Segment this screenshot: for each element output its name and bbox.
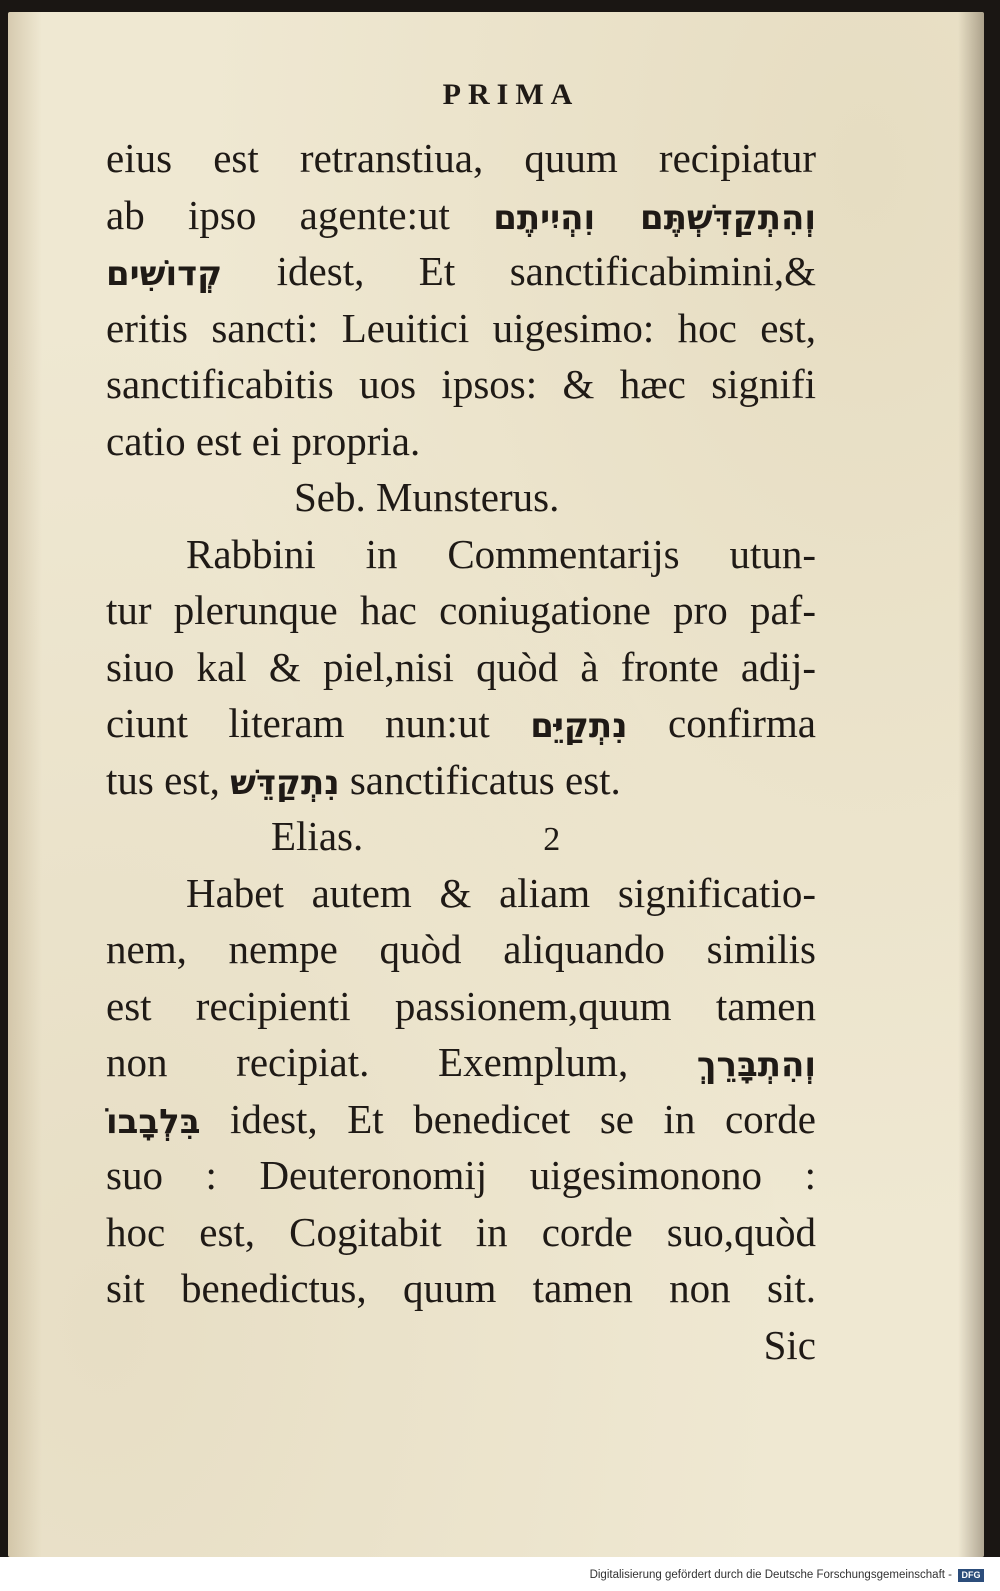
latin-text: hoc est, Cogitabit in corde suo,quòd [106,1208,816,1255]
marginal-number: 2 [543,821,561,858]
book-page [8,12,984,1557]
latin-text: idest, Et sanctificabimini,& [222,248,816,294]
latin-text: Habet autem & aliam significatio- [186,869,816,916]
hebrew-word: וְהִתְקַדִּשְׁתֶּם וִהְיִיתֶם [493,197,816,238]
text-line [106,469,816,526]
latin-text: sanctificatus est. [339,756,621,803]
latin-text: catio est ei propria. [106,417,421,464]
hebrew-word: נִתְקַיֵּם [530,706,628,746]
latin-text: non recipiat. Exemplum, [106,1039,697,1085]
text-line [106,413,816,470]
latin-text: suo : Deuteronomij uigesimonono : [106,1152,816,1198]
text-line [106,978,816,1035]
latin-text: Sic [763,1321,816,1368]
latin-text: nem, nempe quòd aliquando similis [106,926,816,972]
text-line [106,243,816,300]
text-line [106,187,816,244]
text-line [106,1034,816,1091]
dfg-logo-icon: DFG [958,1569,984,1582]
text-line [106,1204,816,1261]
text-line [106,356,816,413]
text-block [106,130,816,1373]
latin-text: idest, Et benedicet se in corde [200,1095,816,1142]
latin-text: confirma [627,700,816,746]
text-line [106,1260,816,1317]
text-line [106,526,816,583]
latin-text: sit benedictus, quum tamen non sit. [106,1265,816,1311]
latin-text: sanctificabitis uos ipsos: & hæc signifi [106,361,816,407]
text-line [106,752,816,809]
latin-text: eius est retranstiua, quum recipiatur [106,135,816,181]
latin-text: Seb. Munsterus. [294,474,560,520]
latin-text: Rabbini in Commentarijs utun- [186,530,816,577]
hebrew-word: וְהִתְבָּרֵךְ [696,1045,816,1085]
latin-text: eritis sancti: Leuitici uigesimo: hoc est, [106,304,816,351]
text-line [106,1147,816,1204]
text-line [106,865,816,922]
hebrew-word: קְדוֹשִׁים [106,254,223,294]
text-line [106,639,816,696]
text-line [106,300,816,357]
digitization-credit: Digitalisierung gefördert durch die Deutsche Forschungsgemeinschaft - [589,1569,952,1581]
page-fold-shadow [958,12,984,1557]
latin-text: est recipienti passionem,quum tamen [106,982,816,1029]
text-line [106,1317,816,1374]
text-line [106,921,816,978]
text-line [106,1091,816,1148]
latin-text: siuo kal & piel,nisi quòd à fronte adij- [106,643,816,690]
latin-text: tur plerunque hac coniugatione pro paf- [106,587,816,633]
text-line [106,808,816,865]
text-line [106,130,816,187]
latin-text: Elias. [271,813,364,859]
text-line [106,582,816,639]
latin-text: ab ipso agente:ut [106,191,494,238]
latin-text: tus est, [106,756,231,803]
latin-text: ciunt literam nun:ut [106,700,531,746]
hebrew-word: בִּלְבָבוֹ [106,1101,201,1142]
hebrew-word: נִתְקַדֵּשׁ [230,762,340,803]
running-head: PRIMA [442,78,580,111]
text-line [106,695,816,752]
